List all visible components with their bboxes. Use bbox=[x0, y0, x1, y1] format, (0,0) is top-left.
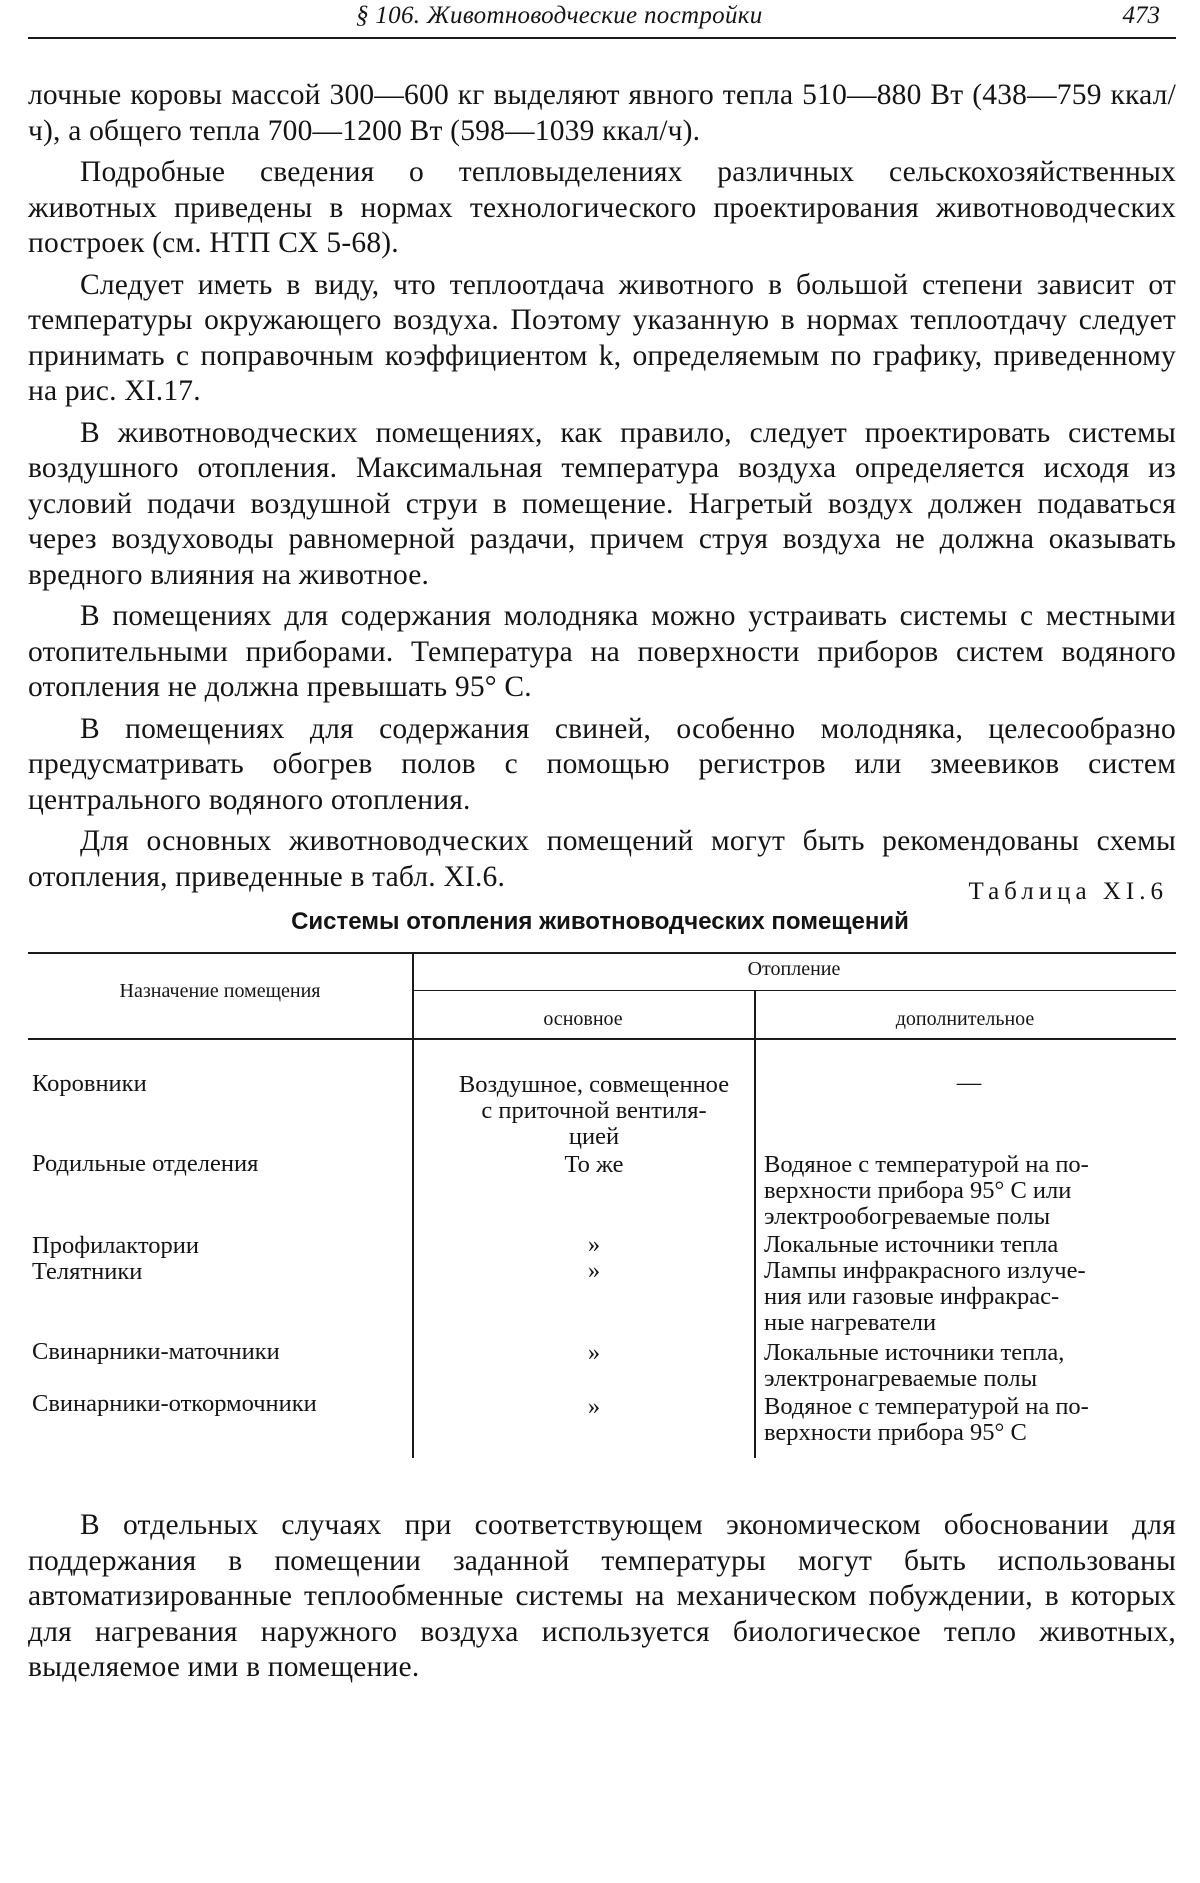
table-cell-additional bbox=[764, 1340, 1174, 1392]
paragraph: Следует иметь в виду, что теплоотдача животного в большой степени зависит от температуры окружающего воздуха. Поэтому указанную в нормах теплоотдачу следует принимать с поправочным коэффициентом k, определяемым по графику, приведенному на рис. XI.17. bbox=[28, 268, 1176, 407]
paragraph: Подробные сведения о тепловыделениях различных сельскохозяйственных животных приведены в нормах технологического проектирования животноводческих построек (см. НТП СХ 5-68). bbox=[28, 156, 1176, 259]
running-header bbox=[28, 0, 1176, 36]
table-cell-additional bbox=[764, 1232, 1174, 1258]
table-label: Таблица XI.6 bbox=[968, 878, 1168, 905]
paragraph: В отдельных случаях при соответствующем экономическом обосновании для поддержания в помещении заданной температуры могут быть использованы автоматизированные теплообменные системы на механическом побуждении, в которых для нагревания наружного воздуха используется биологическое тепло животных, выделяемое ими в помещение. bbox=[28, 1509, 1176, 1683]
cell-line: Водяное с температурой на по- bbox=[764, 1393, 1089, 1420]
cell-line: Локальные источники тепла, bbox=[764, 1339, 1065, 1366]
cell-line: верхности прибора 95° С bbox=[764, 1419, 1027, 1446]
table-title: Системы отопления животноводческих помещений bbox=[291, 908, 909, 935]
header-mid-rule bbox=[412, 990, 1176, 991]
cell-line: Воздушное, совмещенное bbox=[458, 1071, 730, 1098]
cell-line: ные нагреватели bbox=[764, 1309, 937, 1336]
page-number: 473 bbox=[1122, 2, 1160, 29]
paragraph: Для основных животноводческих помещений могут быть рекомендованы схемы отопления, приведенные в табл. XI.6. bbox=[28, 825, 1176, 893]
table-cell-additional bbox=[764, 1394, 1174, 1446]
body-text bbox=[28, 78, 1176, 901]
cell-line: Локальные источники тепла bbox=[764, 1231, 1059, 1258]
cell-line: — bbox=[956, 1069, 982, 1096]
paragraph: В животноводческих помещениях, как правило, следует проектировать системы воздушного отопления. Максимальная температура воздуха определяется исходя из условий подачи воздушной струи в помещение. Нагретый воздух должен подаваться через воздуховоды равномерной раздачи, причем струя воздуха не должна оказывать вредного влияния на животное. bbox=[28, 416, 1176, 591]
cell-line: » bbox=[587, 1393, 601, 1420]
table-cell-main bbox=[416, 1152, 772, 1178]
paragraph: лочные коровы массой 300—600 кг выделяют явного тепла 510—880 Вт (438—759 ккал/ч), а общего тепла 700—1200 Вт (598—1039 ккал/ч). bbox=[28, 79, 1176, 147]
cell-line: » bbox=[587, 1339, 601, 1366]
cell-line: » bbox=[587, 1257, 601, 1284]
paragraph: В помещениях для содержания молодняка можно устраивать системы с местными отопительными приборами. Температура на поверхности приборов систем водяного отопления не должна превышать 95° С. bbox=[28, 600, 1176, 703]
table-cell-main bbox=[416, 1394, 772, 1420]
table-cell-purpose: Профилактории bbox=[32, 1232, 199, 1259]
table-top-rule bbox=[28, 952, 1176, 954]
closing-text bbox=[28, 1508, 1176, 1692]
table-cell-purpose: Свинарники-откормочники bbox=[32, 1390, 317, 1417]
table-cell-additional bbox=[764, 1258, 1174, 1336]
header-title: § 106. Животноводческие постройки bbox=[356, 2, 763, 29]
header-bottom-rule bbox=[28, 1038, 1176, 1040]
heating-table bbox=[28, 952, 1176, 1458]
cell-line: электронагреваемые полы bbox=[764, 1365, 1038, 1392]
table-cell-additional bbox=[764, 1152, 1174, 1230]
table-cell-main bbox=[416, 1340, 772, 1366]
table-cell-main bbox=[416, 1258, 772, 1284]
cell-line: ния или газовые инфракрас- bbox=[764, 1283, 1060, 1310]
cell-line: с приточной вентиля- bbox=[481, 1097, 707, 1124]
header-heating: Отопление bbox=[747, 958, 841, 980]
table-cell-main bbox=[416, 1232, 772, 1258]
cell-line: верхности прибора 95° С или bbox=[764, 1177, 1072, 1204]
cell-line: » bbox=[587, 1231, 601, 1258]
column-rule bbox=[754, 990, 756, 1458]
header-purpose: Назначение помещения bbox=[119, 980, 321, 1002]
table-cell-purpose: Свинарники-маточники bbox=[32, 1338, 280, 1365]
header-main: основное bbox=[543, 1008, 623, 1030]
paragraph: В помещениях для содержания свиней, особенно молодняка, целесообразно предусматривать обогрев полов с помощью регистров или змеевиков систем центрального водяного отопления. bbox=[28, 712, 1176, 816]
table-cell-purpose: Телятники bbox=[32, 1258, 143, 1285]
cell-line: То же bbox=[564, 1151, 624, 1178]
header-rule bbox=[28, 37, 1176, 39]
table-cell-purpose: Коровники bbox=[32, 1070, 147, 1097]
header-additional: дополнительное bbox=[895, 1008, 1035, 1030]
table-cell-main bbox=[416, 1072, 772, 1150]
cell-line: цией bbox=[568, 1123, 620, 1150]
table-cell-purpose: Родильные отделения bbox=[32, 1150, 259, 1177]
cell-line: Лампы инфракрасного излуче- bbox=[764, 1257, 1086, 1284]
table-cell-additional bbox=[764, 1070, 1174, 1096]
cell-line: Водяное с температурой на по- bbox=[764, 1151, 1089, 1178]
cell-line: электрообогреваемые полы bbox=[764, 1203, 1051, 1230]
